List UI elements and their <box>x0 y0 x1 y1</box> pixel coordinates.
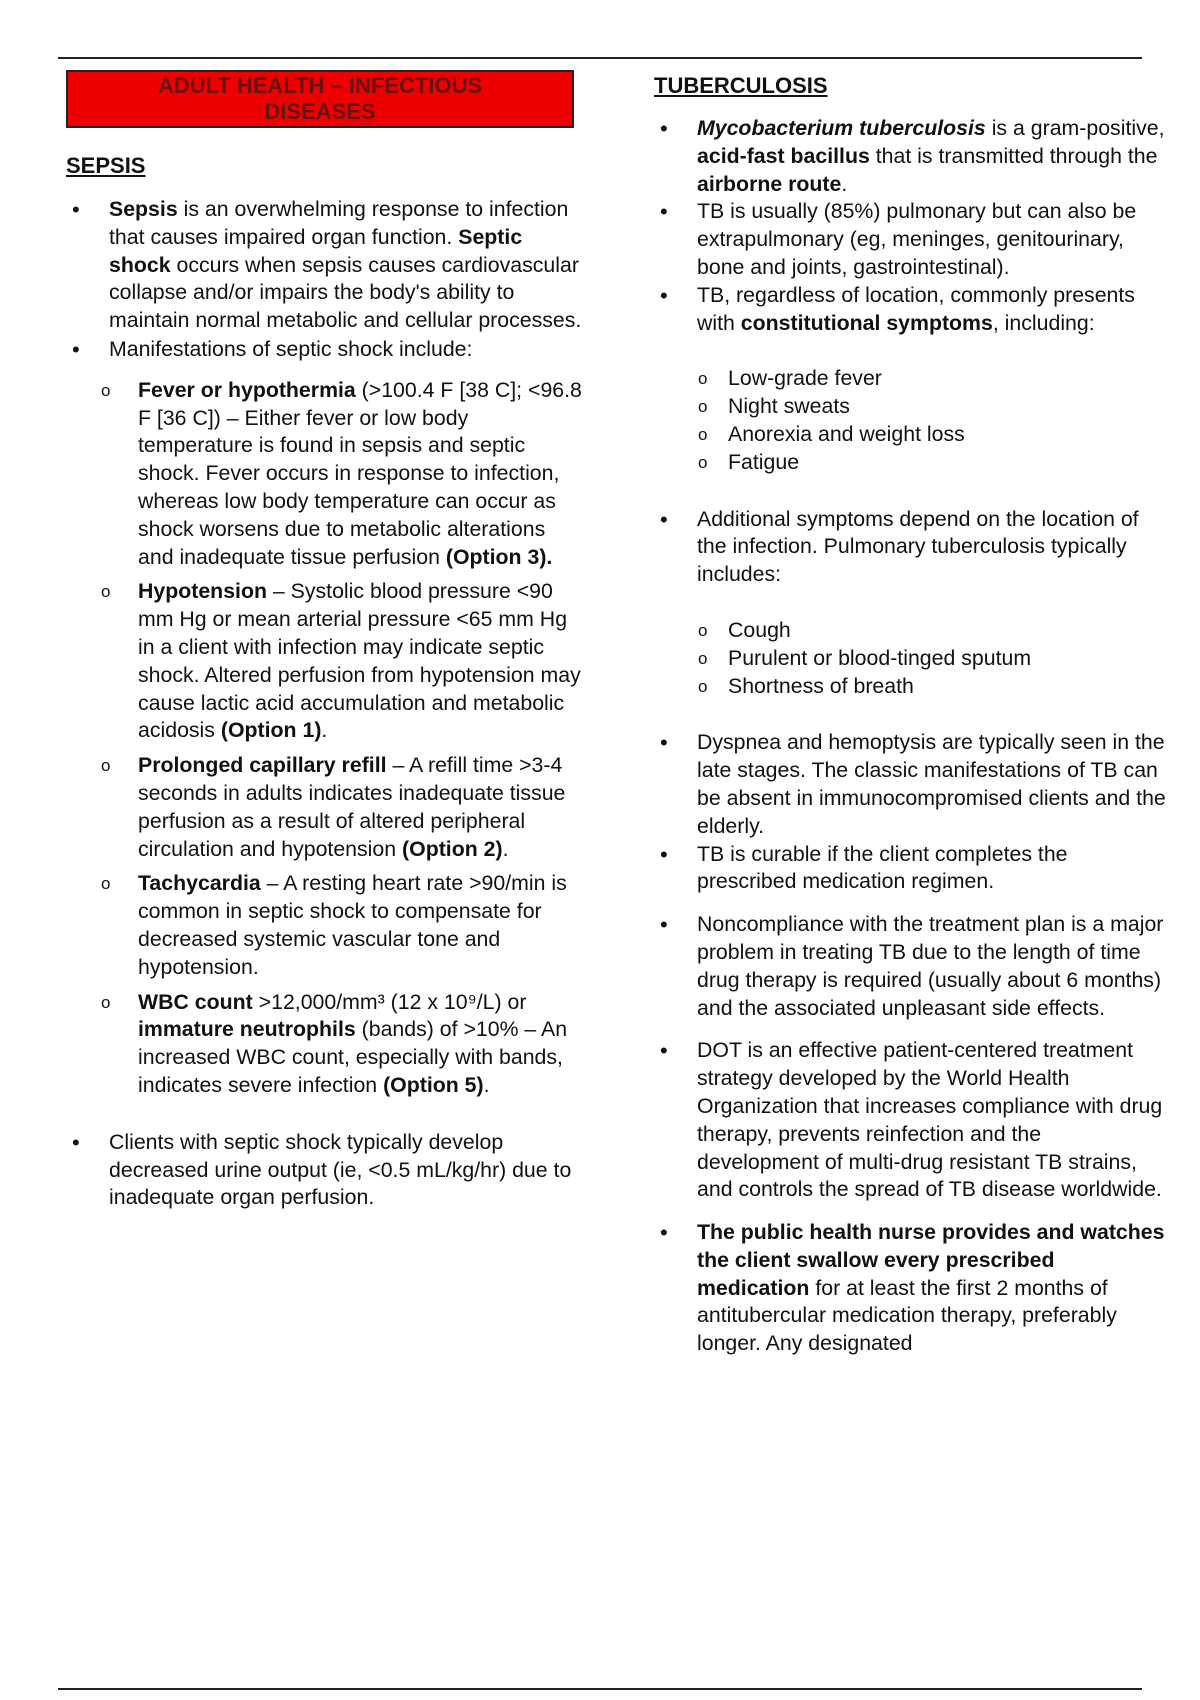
list-item: o Anorexia and weight loss <box>654 421 1168 449</box>
list-item: • Sepsis is an overwhelming response to infection that causes impaired organ function. Septic shock occurs when sepsis causes cardiovascular collapse and/or impairs the body's ability to maintain normal metabolic and cellular processes. <box>66 196 586 335</box>
list-item: • Noncompliance with the treatment plan is a major problem in treating TB due to the length of time drug therapy is required (usually about 6 months) and the associated unpleasant side effects. <box>654 911 1168 1022</box>
tb-bullets-2 <box>654 506 1168 589</box>
list-item: o Tachycardia – A resting heart rate >90/min is common in septic shock to compensate for decreased systemic vascular tone and hypotension. <box>66 870 586 981</box>
sepsis-bullets-2 <box>66 1129 586 1212</box>
list-item: • TB, regardless of location, commonly presents with constitutional symptoms, including: <box>654 282 1168 338</box>
sepsis-bullets <box>66 196 586 364</box>
tb-constitutional-list <box>654 365 1168 476</box>
sepsis-heading: SEPSIS <box>66 153 146 178</box>
list-item: • Additional symptoms depend on the location of the infection. Pulmonary tuberculosis typically includes: <box>654 506 1168 589</box>
list-item: o Purulent or blood-tinged sputum <box>654 645 1168 673</box>
list-item: o Prolonged capillary refill – A refill time >3-4 seconds in adults indicates inadequate tissue perfusion as a result of altered peripheral circulation and hypotension (Option 2). <box>66 752 586 863</box>
right-column <box>654 70 1168 1358</box>
tb-bullets-1 <box>654 115 1168 337</box>
list-item: o Hypotension – Systolic blood pressure <90 mm Hg or mean arterial pressure <65 mm Hg in a client with infection may indicate septic shock. Altered perfusion from hypotension may cause lactic acid accumulation and metabolic acidosis (Option 1). <box>66 578 586 745</box>
section-banner: ADULT HEALTH – INFECTIOUS DISEASES <box>66 70 574 128</box>
list-item: • TB is curable if the client completes the prescribed medication regimen. <box>654 841 1168 897</box>
list-item: o Low-grade fever <box>654 365 1168 393</box>
list-item: • Mycobacterium tuberculosis is a gram-positive, acid-fast bacillus that is transmitted through the airborne route. <box>654 115 1168 198</box>
list-item: o Fatigue <box>654 449 1168 477</box>
sepsis-subbullets <box>66 377 586 1100</box>
list-item: o Fever or hypothermia (>100.4 F [38 C]; <96.8 F [36 C]) – Either fever or low body temperature is found in sepsis and septic shock. Fever occurs in response to infection, whereas low body temperature can occur as shock worsens due to metabolic alterations and inadequate tissue perfusion (Option 3). <box>66 377 586 572</box>
tb-pulmonary-list <box>654 617 1168 700</box>
list-item: o Cough <box>654 617 1168 645</box>
list-item: • Manifestations of septic shock include: <box>66 336 586 364</box>
list-item: • The public health nurse provides and watches the client swallow every prescribed medication for at least the first 2 months of antitubercular medication therapy, preferably longer. Any designated <box>654 1219 1168 1358</box>
list-item: o WBC count >12,000/mm³ (12 x 10⁹/L) or immature neutrophils (bands) of >10% – An increased WBC count, especially with bands, indicates severe infection (Option 5). <box>66 989 586 1100</box>
list-item: • TB is usually (85%) pulmonary but can also be extrapulmonary (eg, meninges, genitourinary, bone and joints, gastrointestinal). <box>654 198 1168 281</box>
tb-bullets-3 <box>654 729 1168 1358</box>
list-item: • DOT is an effective patient-centered treatment strategy developed by the World Health Organization that increases compliance with drug therapy, prevents reinfection and the development of multi-drug resistant TB strains, and controls the spread of TB disease worldwide. <box>654 1037 1168 1204</box>
tb-heading: TUBERCULOSIS <box>654 73 828 98</box>
list-item: • Dyspnea and hemoptysis are typically seen in the late stages. The classic manifestations of TB can be absent in immunocompromised clients and the elderly. <box>654 729 1168 840</box>
list-item: o Night sweats <box>654 393 1168 421</box>
top-rule <box>58 57 1142 59</box>
bottom-rule <box>58 1688 1142 1690</box>
left-column <box>66 70 586 1212</box>
list-item: o Shortness of breath <box>654 673 1168 701</box>
list-item: • Clients with septic shock typically develop decreased urine output (ie, <0.5 mL/kg/hr) due to inadequate organ perfusion. <box>66 1129 586 1212</box>
